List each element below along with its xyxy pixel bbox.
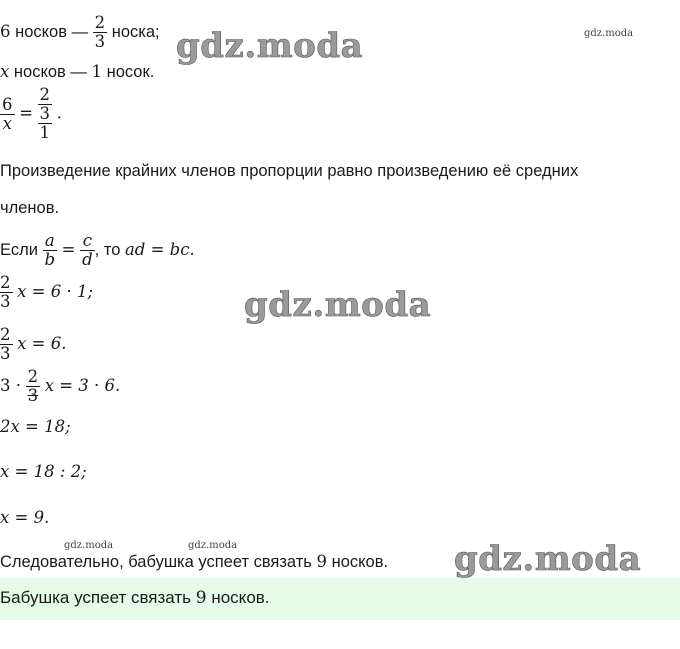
fraction-numerator: 2 <box>39 85 51 104</box>
step-2 <box>0 326 66 363</box>
text-socks: носков — <box>13 63 87 81</box>
rule-line-1: Произведение крайних членов пропорции равно произведению её средних <box>0 162 579 180</box>
fraction-denominator: d <box>82 250 93 269</box>
variable-x: x <box>0 62 10 81</box>
fraction-denominator: 3 <box>0 344 11 363</box>
step-3 <box>0 368 120 405</box>
condition-line-2 <box>0 62 154 82</box>
proportion-line <box>0 86 62 142</box>
watermark-logo: gdz.moda <box>244 285 432 325</box>
fraction-a-over-b <box>43 232 58 269</box>
fraction-numerator: 2 <box>0 273 11 292</box>
fraction-two-thirds-cancelled <box>26 368 41 405</box>
fraction-denominator: 3 <box>0 292 11 311</box>
fraction-two-thirds <box>93 14 108 51</box>
conclusion-text-end: носков. <box>331 553 389 571</box>
fraction-denominator: 3 <box>27 386 39 405</box>
text-socks: носков — <box>15 22 89 41</box>
fraction-numerator: 2 <box>0 325 11 344</box>
watermark-logo: gdz.moda <box>176 26 364 66</box>
step-4: 2x = 18; <box>0 417 71 436</box>
equation-rest: x = 3 · 6. <box>44 375 121 395</box>
text-sock: носка; <box>111 22 160 41</box>
conclusion-text: Следовательно, бабушка успеет связать <box>0 553 312 571</box>
watermark-small: gdz.moda <box>584 28 634 39</box>
condition-line-1 <box>0 14 160 51</box>
word-then: , то <box>94 240 121 259</box>
formula-ad-bc: ad = bc. <box>124 239 195 259</box>
fraction-compound <box>38 86 53 142</box>
fraction-two-thirds <box>0 274 13 311</box>
fraction-numerator: 2 <box>94 13 106 32</box>
count-one: 1 <box>91 62 102 81</box>
fraction-two-thirds <box>0 326 13 363</box>
fraction-c-over-d <box>80 232 95 269</box>
fraction-denominator: 3 <box>94 32 106 51</box>
equals-sign: = <box>61 239 76 259</box>
fraction-six-over-x <box>0 96 15 133</box>
fraction-middle: 3 <box>39 104 51 123</box>
count-six: 6 <box>0 21 11 41</box>
answer-box <box>0 578 680 620</box>
fraction-numerator: 6 <box>2 94 13 114</box>
conclusion-number: 9 <box>316 552 327 571</box>
answer-text <box>0 588 270 608</box>
step-6: x = 9. <box>0 508 50 527</box>
step-1 <box>0 274 93 311</box>
multiplier-three: 3 · <box>0 375 21 395</box>
text-sock: носок. <box>106 63 155 81</box>
rule-line-2: членов. <box>0 199 60 217</box>
watermark-logo: gdz.moda <box>454 539 642 579</box>
step-5: x = 18 : 2; <box>0 462 87 481</box>
proportion-rule <box>0 232 195 269</box>
watermark-small: gdz.moda <box>64 540 114 551</box>
fraction-numerator: a <box>43 232 58 251</box>
period: . <box>56 103 62 123</box>
fraction-numerator: c <box>80 232 95 251</box>
fraction-denominator: x <box>2 113 12 133</box>
fraction-numerator: 2 <box>27 367 39 386</box>
equation-rest: x = 6. <box>17 333 67 353</box>
equation-rest: x = 6 · 1; <box>17 281 94 301</box>
fraction-denominator: b <box>44 250 56 269</box>
answer-text-end: носков. <box>211 588 270 607</box>
word-if: Если <box>0 240 38 259</box>
answer-number: 9 <box>195 588 207 608</box>
answer-text-start: Бабушка успеет связать <box>0 588 192 607</box>
conclusion-line <box>0 552 388 572</box>
watermark-small: gdz.moda <box>188 540 238 551</box>
fraction-denominator: 1 <box>39 123 51 142</box>
equals-sign: = <box>19 103 33 123</box>
